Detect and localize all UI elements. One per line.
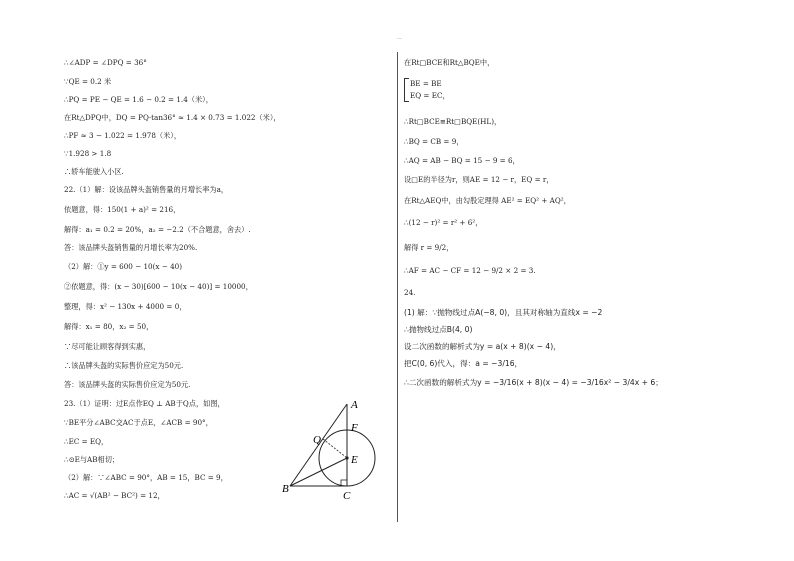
text-line: ∴AC = √(AB² − BC²) = 12， bbox=[64, 491, 165, 500]
text-line: EQ = EC， bbox=[410, 91, 450, 100]
equation-brace bbox=[404, 78, 409, 102]
text-line: 23.（1）证明：过E点作EQ ⊥ AB于Q点，如图， bbox=[64, 399, 225, 408]
text-line: 依题意，得：150(1 + a)² = 216， bbox=[64, 205, 181, 214]
label-c: C bbox=[343, 490, 351, 502]
text-line: 解得：a₁ = 0.2 = 20%，a₂ = −2.2（不合题意，舍去）. bbox=[64, 225, 251, 234]
label-f: F bbox=[351, 422, 358, 434]
text-line: ∴⊙E与AB相切； bbox=[64, 455, 120, 464]
text-line: ∴Rt□BCE≌Rt□BQE(HL)， bbox=[404, 117, 502, 126]
text-line: ∴二次函数的解析式为y = −3/16(x + 8)(x − 4) = −3/16x² − 3/4x + 6； bbox=[404, 378, 663, 387]
text-line: (1) 解：∵抛物线过点A(−8, 0)，且其对称轴为直线x = −2 bbox=[404, 308, 603, 317]
text-line: 24. bbox=[404, 288, 416, 297]
text-line: ∵1.928 > 1.8 bbox=[64, 149, 112, 158]
text-line: ∵QE = 0.2 米 bbox=[64, 77, 112, 86]
point-e bbox=[345, 456, 348, 459]
text-line: 在Rt△AEQ中，由勾股定理得 AE² = EQ² + AQ²， bbox=[404, 196, 571, 205]
text-line: 22.（1）解：设该品牌头盔销售量的月增长率为a， bbox=[64, 185, 229, 194]
label-e: E bbox=[351, 454, 358, 466]
text-line: 答：该品牌头盔销售量的月增长率为20%. bbox=[64, 243, 198, 252]
text-line: ∵尽可能让顾客得到实惠， bbox=[64, 342, 151, 351]
text-line: ②依题意，得：(x − 30)[600 − 10(x − 40)] = 10000， bbox=[64, 282, 253, 291]
label-q: Q bbox=[313, 434, 321, 446]
text-line: 在Rt△DPQ中，DQ = PQ·tan36° ≈ 1.4 × 0.73 = 1.022（米）， bbox=[64, 113, 281, 122]
text-line: 把C(0, 6)代入，得：a = −3/16， bbox=[404, 359, 523, 368]
text-line: 解得 r = 9/2， bbox=[404, 243, 454, 252]
text-line: ∴PF ≈ 3 − 1.022 = 1.978（米）， bbox=[64, 131, 182, 140]
text-line: 答：该品牌头盔的实际售价应定为50元. bbox=[64, 380, 191, 389]
label-b: B bbox=[282, 483, 289, 495]
text-line: （2）解：∵∠ABC = 90°，AB = 15，BC = 9， bbox=[64, 473, 228, 482]
page-mark: — bbox=[397, 36, 402, 42]
text-line: BE = BE bbox=[410, 79, 442, 88]
text-line: ∴抛物线过点B(4, 0) bbox=[404, 325, 473, 334]
column-divider bbox=[397, 52, 398, 522]
geometry-figure bbox=[280, 395, 390, 505]
text-line: ∴(12 − r)² = r² + 6²， bbox=[404, 218, 483, 227]
text-line: ∵BE平分∠ABC交AC于点E，∠ACB = 90°， bbox=[64, 418, 213, 427]
text-line: 整理，得：x² − 130x + 4000 = 0， bbox=[64, 302, 187, 311]
text-line: ∴AQ = AB − BQ = 15 − 9 = 6， bbox=[404, 156, 520, 165]
text-line: （2）解：①y = 600 − 10(x − 40) bbox=[64, 262, 183, 271]
text-line: ∴轿车能驶入小区. bbox=[64, 167, 124, 176]
text-line: ∴BQ = CB = 9， bbox=[404, 137, 464, 146]
text-line: 设二次函数的解析式为y = a(x + 8)(x − 4)， bbox=[404, 342, 561, 351]
text-line: ∴PQ = PE − QE = 1.6 − 0.2 = 1.4（米）， bbox=[64, 95, 213, 104]
text-line: ∴该品牌头盔的实际售价应定为50元. bbox=[64, 361, 184, 370]
text-line: ∴AF = AC − CF = 12 − 9/2 × 2 = 3. bbox=[404, 266, 536, 275]
text-line: ∴∠ADP = ∠DPQ = 36° bbox=[64, 58, 147, 67]
text-line: 设□E的半径为r，则AE = 12 − r，EQ = r， bbox=[404, 175, 554, 184]
text-line: ∴EC = EQ， bbox=[64, 437, 109, 446]
segment-qe bbox=[323, 439, 347, 458]
text-line: 在Rt□BCE和Rt△BQE中， bbox=[404, 58, 495, 67]
segment-be bbox=[290, 458, 347, 486]
label-a: A bbox=[351, 399, 358, 411]
text-line: 解得：x₁ = 80，x₂ = 50， bbox=[64, 322, 154, 331]
